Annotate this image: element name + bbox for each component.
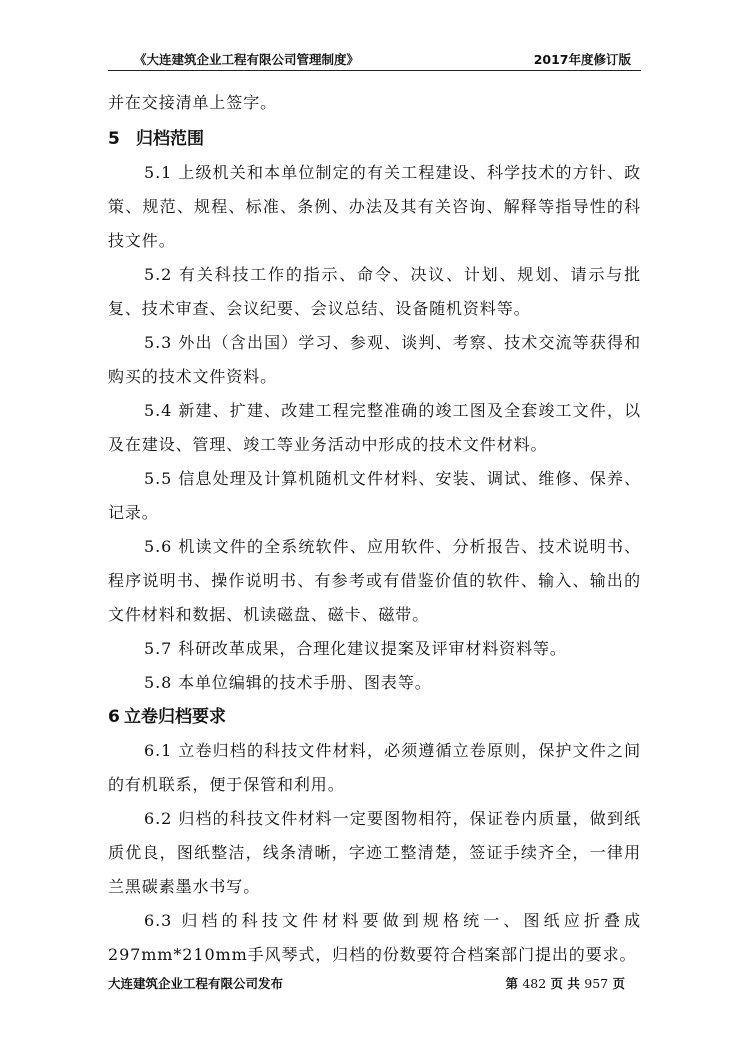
publisher-label: 大连建筑企业工程有限公司发布 [108, 976, 284, 991]
total-page-number: 957 [584, 976, 609, 991]
clause-5-5: 5.5 信息处理及计算机随机文件材料、安装、调试、维修、保养、记录。 [108, 469, 641, 522]
clause-5-1: 5.1 上级机关和本单位制定的有关工程建设、科学技术的方针、政策、规范、规程、标准、条例、办法及其有关咨询、解释等指导性的科技文件。 [108, 163, 641, 250]
section-title: 立卷归档要求 [124, 707, 226, 727]
page-suffix: 页 [612, 976, 625, 991]
document-body [108, 86, 641, 972]
edition-label: 2017年度修订版 [533, 52, 631, 67]
page-footer [108, 972, 641, 994]
page-header [108, 46, 641, 71]
clause-5-4: 5.4 新建、扩建、改建工程完整准确的竣工图及全套竣工文件，以及在建设、管理、竣工等业务活动中形成的技术文件材料。 [108, 401, 641, 454]
section-heading-5 [108, 122, 641, 156]
current-page-number: 482 [522, 976, 547, 991]
document-title: 《大连建筑企业工程有限公司管理制度》 [134, 52, 360, 67]
clause-5-7: 5.7 科研改革成果，合理化建议提案及评审材料资料等。 [144, 639, 567, 658]
clause-5-8: 5.8 本单位编辑的技术手册、图表等。 [144, 673, 432, 692]
section-heading-6 [108, 700, 641, 734]
lead-paragraph: 并在交接清单上签字。 [108, 93, 278, 112]
section-number: 6 [108, 707, 120, 727]
section-number: 5 [108, 129, 120, 149]
page-middle: 页 共 [550, 976, 580, 991]
section-title: 归档范围 [136, 129, 204, 149]
clause-6-2: 6.2 归档的科技文件材料一定要图物相符，保证卷内质量，做到纸质优良，图纸整洁，线条清晰，字迹工整清楚，签证手续齐全，一律用兰黑碳素墨水书写。 [108, 809, 641, 896]
clause-5-3: 5.3 外出（含出国）学习、参观、谈判、考察、技术交流等获得和购买的技术文件资料。 [108, 333, 641, 386]
clause-6-1: 6.1 立卷归档的科技文件材料，必须遵循立卷原则，保护文件之间的有机联系，便于保管和利用。 [108, 741, 641, 794]
clause-5-6: 5.6 机读文件的全系统软件、应用软件、分析报告、技术说明书、程序说明书、操作说明书、有参考或有借鉴价值的软件、输入、输出的文件材料和数据、机读磁盘、磁卡、磁带。 [108, 537, 641, 624]
clause-6-3: 6.3 归档的科技文件材料要做到规格统一、图纸应折叠成297mm*210mm手风琴式，归档的份数要符合档案部门提出的要求。 [108, 911, 641, 964]
page-prefix: 第 [505, 976, 518, 991]
page-counter [505, 974, 625, 992]
clause-5-2: 5.2 有关科技工作的指示、命令、决议、计划、规划、请示与批复、技术审查、会议纪要、会议总结、设备随机资料等。 [108, 265, 641, 318]
